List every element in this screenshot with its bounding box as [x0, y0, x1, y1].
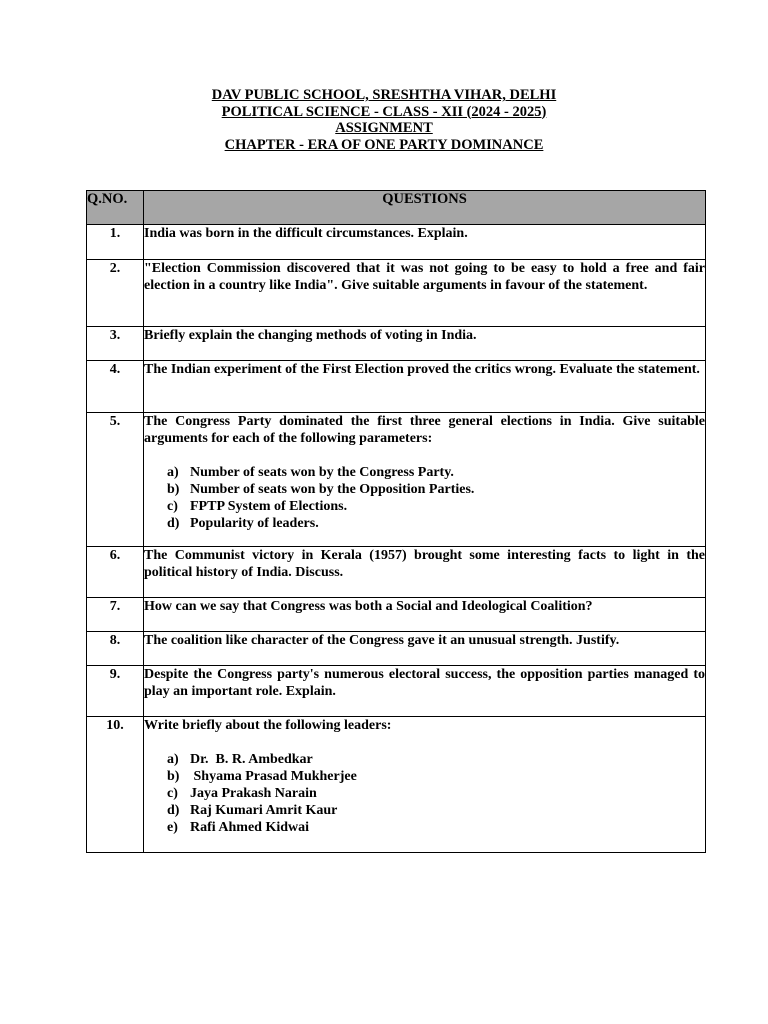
question-number: 10.: [87, 717, 144, 853]
list-marker: c): [167, 786, 178, 801]
table-header-row: [87, 191, 706, 225]
list-item-text: Jaya Prakash Narain: [190, 786, 317, 801]
list-marker: b): [167, 482, 180, 497]
question-text: "Election Commission discovered that it was not going to be easy to hold a free and fair election in a country like India". Give suitable arguments in favour of the statement.: [144, 260, 706, 327]
question-number: 6.: [87, 547, 144, 598]
table-row: [87, 717, 706, 853]
question-cell: [144, 717, 706, 853]
question-text: Briefly explain the changing methods of voting in India.: [144, 327, 706, 361]
question-number: 8.: [87, 632, 144, 666]
question-number: 3.: [87, 327, 144, 361]
question-text: The Congress Party dominated the first three general elections in India. Give suitable arguments for each of the following parameters:: [144, 414, 705, 446]
question-text: India was born in the difficult circumstances. Explain.: [144, 225, 706, 260]
list-item: [167, 498, 705, 515]
question-text: Write briefly about the following leaders:: [144, 718, 392, 733]
list-item: [167, 819, 705, 836]
question-number: 9.: [87, 666, 144, 717]
table-row: [87, 547, 706, 598]
column-header-qno: Q.NO.: [87, 191, 144, 225]
question-text: How can we say that Congress was both a Social and Ideological Coalition?: [144, 598, 706, 632]
question-number: 7.: [87, 598, 144, 632]
question-text: Despite the Congress party's numerous electoral success, the opposition parties managed to play an important role. Explain.: [144, 666, 706, 717]
question-cell: [144, 413, 706, 547]
list-item: [167, 768, 705, 785]
question-text: The coalition like character of the Congress gave it an unusual strength. Justify.: [144, 632, 706, 666]
question-number: 2.: [87, 260, 144, 327]
question-text: The Indian experiment of the First Election proved the critics wrong. Evaluate the statement.: [144, 361, 706, 413]
list-marker: e): [167, 820, 178, 835]
list-marker: b): [167, 769, 180, 784]
table-row: [87, 361, 706, 413]
list-item: [167, 481, 705, 498]
question-text: The Communist victory in Kerala (1957) brought some interesting facts to light in the political history of India. Discuss.: [144, 547, 706, 598]
list-item: [167, 785, 705, 802]
question-number: 5.: [87, 413, 144, 547]
list-item-text: FPTP System of Elections.: [190, 499, 348, 514]
table-row: [87, 666, 706, 717]
list-item: [167, 464, 705, 481]
question-number: 1.: [87, 225, 144, 260]
list-item-text: Number of seats won by the Opposition Parties.: [190, 482, 475, 497]
column-header-questions: QUESTIONS: [144, 191, 706, 225]
list-marker: d): [167, 803, 180, 818]
list-item: [167, 751, 705, 768]
table-row: [87, 598, 706, 632]
list-item-text: Shyama Prasad Mukherjee: [190, 769, 357, 784]
table-row: [87, 632, 706, 666]
document-header: [0, 87, 768, 153]
list-marker: d): [167, 516, 180, 531]
subject-class: POLITICAL SCIENCE - CLASS - XII (2024 - 2025): [221, 103, 547, 120]
list-item-text: Number of seats won by the Congress Party.: [190, 465, 454, 480]
list-marker: c): [167, 499, 178, 514]
list-item: [167, 515, 705, 532]
document-type: ASSIGNMENT: [335, 120, 433, 136]
table-row: [87, 327, 706, 361]
list-item-text: Raj Kumari Amrit Kaur: [190, 803, 338, 818]
sub-question-list: [144, 464, 705, 532]
chapter-title: CHAPTER - ERA OF ONE PARTY DOMINANCE: [224, 136, 544, 153]
list-item-text: Dr. B. R. Ambedkar: [190, 752, 313, 767]
list-marker: a): [167, 752, 179, 767]
table-row: [87, 225, 706, 260]
list-item: [167, 802, 705, 819]
school-name: DAV PUBLIC SCHOOL, SRESHTHA VIHAR, DELHI: [211, 87, 557, 103]
list-marker: a): [167, 465, 179, 480]
question-number: 4.: [87, 361, 144, 413]
table-row: [87, 260, 706, 327]
table-row: [87, 413, 706, 547]
list-item-text: Rafi Ahmed Kidwai: [190, 820, 310, 835]
list-item-text: Popularity of leaders.: [190, 516, 319, 531]
sub-question-list: [144, 751, 705, 836]
questions-table: [86, 190, 706, 853]
